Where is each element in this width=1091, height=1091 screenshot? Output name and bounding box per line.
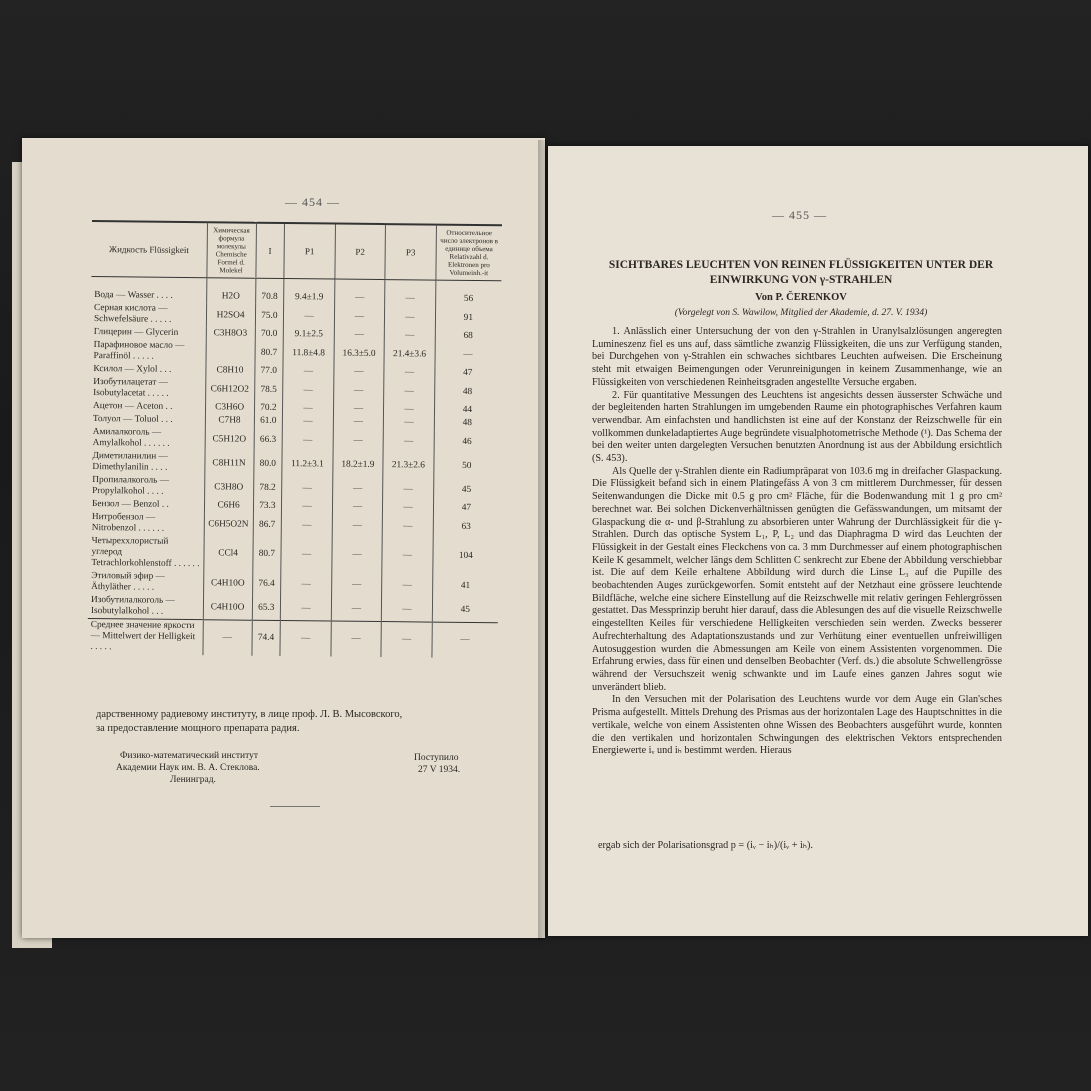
table-cell: Четыреххлористый углерод Tetrachlorkohlenstoff . . . . . .	[91, 536, 200, 570]
table-cell: Ксилол — Xylol . . .	[93, 364, 172, 375]
header-relative-electrons: Относительное число электронов в единице объема Relativzahl d. Elektronen pro Volumeinh.-it	[436, 225, 502, 281]
table-cell: C6H12O2	[205, 377, 254, 402]
acknowledgement-line-2: за предоставление мощного препарата радия.	[96, 723, 300, 734]
left-page-number: — 454 —	[285, 195, 340, 209]
table-cell: —	[384, 379, 435, 404]
table-cell: —	[382, 538, 433, 574]
table-cell: —	[384, 329, 435, 343]
table-cell: 11.8±4.8	[283, 341, 334, 366]
header-liquid: Жидкость Flüssigkeit	[91, 221, 207, 278]
table-cell: C6H6	[204, 499, 253, 513]
title-line-2: EINWIRKUNG VON γ-STRAHLEN	[709, 274, 893, 286]
table-cell: 56	[435, 293, 501, 307]
table-cell: Вода — Wasser . . . .	[94, 290, 173, 301]
table-cell: —	[334, 329, 385, 343]
table-cell: Толуол — Toluol . . .	[92, 414, 173, 425]
table-cell: 91	[435, 306, 501, 331]
table-cell: 78.5	[254, 378, 283, 402]
table-cell: —	[333, 416, 384, 430]
table-cell: 66.3	[254, 428, 283, 452]
table-cell: —	[382, 597, 433, 622]
table-cell: —	[432, 622, 498, 658]
table-cell: C8H11N	[204, 451, 253, 476]
table-cell: —	[282, 476, 333, 501]
table-cell: H2SO4	[206, 303, 255, 328]
table-cell	[91, 276, 206, 290]
table-cell: Амилалкоголь — Amylalkohol . . . . . .	[92, 427, 170, 449]
table-cell: Среднее значение яркости — Mittelwert der Helligkeit . . . . .	[87, 618, 202, 655]
table-cell: C4H10O	[203, 595, 252, 620]
table-cell: —	[384, 366, 435, 380]
table-cell: 21.4±3.6	[384, 342, 435, 367]
table-cell: Парафиновое масло — Paraffinöl . . . . .	[93, 340, 185, 362]
header-p3: P3	[385, 224, 436, 280]
table-cell: 47	[433, 502, 499, 516]
table-cell: 16.3±5.0	[334, 342, 385, 367]
table-cell: Ацетон — Aceton . .	[92, 401, 173, 412]
table-cell: —	[332, 501, 383, 515]
table-cell: —	[281, 596, 332, 621]
table-cell: 80.7	[252, 537, 281, 572]
results-table	[87, 220, 502, 658]
received-label: Поступило	[414, 753, 459, 763]
table-cell: 86.7	[253, 513, 282, 537]
header-formula: Химическая формула молекулы Chemische Formel d. Molekel	[207, 222, 256, 278]
paragraph-3: Als Quelle der γ-Strahlen diente ein Radiumpräparat von 103.6 mg in dreifacher Glaspackung. Die Flüssigkeit befand sich in einem Platingefäss A von 3 cm mittlerem Durchmesser, für dessen Seitenwandungen die Dicke mit 0.5 g pro cm² Fläche, für die Bodenwandung mit 1 g pro cm² berechnet war. Bei solchen Dickenverhältnissen genügten die Gefässwandungen, um mitsamt der Glaspackung die α- und β-Strahlung zu absorbieren unter Wahrung der Durchlässigkeit für die γ-Strahlen. Durch das optische System L₁, P, L₂ und das Diaphragma D wird das Leuchten der Flüssigkeit in der Gestalt eines Fleckchens von ca. 3 mm Durchmesser auf einem photographischen Keile K gesammelt, welcher längs dem Schlitten C senkrecht zur Ebene der Abbildung verschiebbar ist. Die auf dem Keile erhaltene Abbildung wird durch die Linse L₃ auf die Pupille des beobachtenden Auges zurückgeworfen. Somit entsteht auf der Netzhaut eine grössere leuchtende Bildfläche, welche eine sichere Einstellung auf die Reizschwelle mit relativ geringen Fehlergrössen gestattet. Das Messprinzip beruht hier darauf, dass die Ablesungen des auf die visuelle Reizschwelle eingestellten Keiles für verschiedene Helligkeiten verschieden sein werden. Zwecks besserer Aufrechterhaltung des Adaptationszustands und zur Verhütung einer eventuellen unfreiwilligen Autosuggestion wurden die Abmessungen am Keile von einem Assistenten vorgenommen. Die Erfahrung erwies, dass für einen und denselben Beobachter (Verf. ds.) die absolute Schwellengrösse während der Versuchszeit wenig schwankte und im Laufe eines ganzen Jahres sogut wie unverändert blieb.	[592, 465, 1002, 693]
header-intensity: I	[255, 223, 284, 279]
table-cell	[435, 280, 501, 293]
table-cell: 70.0	[255, 328, 284, 341]
table-cell: 78.2	[253, 476, 282, 500]
table-cell: 76.4	[252, 572, 281, 596]
table-cell: —	[334, 305, 385, 330]
table-cell: —	[281, 537, 332, 573]
table-cell: C3H6O	[205, 401, 254, 415]
table-cell: Глицерин — Glycerin	[93, 327, 179, 338]
table-average-row	[87, 618, 497, 658]
table-cell: 44	[434, 404, 500, 418]
table-cell: —	[203, 620, 252, 656]
table-cell: 70.2	[254, 402, 283, 415]
table-cell: 68	[435, 330, 501, 344]
table-cell: 48	[434, 417, 500, 431]
table-cell: —	[333, 403, 384, 417]
header-p2: P2	[335, 224, 386, 280]
table-cell: 77.0	[254, 365, 283, 378]
table-cell: Пропилалкоголь — Propylalkohol . . . .	[92, 475, 170, 497]
institute-line-1: Физико-математический институт	[120, 751, 259, 761]
table-cell: C4H10O	[203, 571, 252, 596]
table-cell: Нитробензол — Nitrobenzol . . . . . .	[91, 512, 165, 534]
table-cell: —	[331, 621, 382, 657]
institute-line-3: Ленинград.	[170, 775, 216, 785]
table-cell: —	[385, 292, 436, 306]
table-cell: 104	[433, 539, 499, 575]
table-cell: —	[383, 477, 434, 502]
polarisation-formula-line: ergab sich der Polarisationsgrad p = (iᵥ − iₕ)/(iᵥ + iₕ).	[598, 840, 813, 851]
table-cell: —	[382, 514, 433, 539]
table-cell: Серная кислота — Schwefelsäure . . . . .	[93, 303, 172, 325]
table-cell: —	[331, 597, 382, 622]
table-cell: 80.7	[255, 341, 284, 365]
table-cell: —	[283, 365, 334, 379]
table-cell: C3H8O3	[206, 327, 255, 341]
table-cell: Этиловый эфир — Äthyläther . . . . .	[91, 571, 165, 593]
table-row	[88, 535, 498, 574]
table-cell: —	[333, 379, 384, 404]
table-cell: 70.8	[255, 291, 284, 304]
table-cell: H2O	[206, 290, 255, 304]
table-cell: —	[383, 429, 434, 454]
received-date: 27 V 1934.	[418, 765, 461, 775]
article-author: Von P. ČERENKOV	[755, 292, 847, 303]
table-cell: 75.0	[255, 304, 284, 328]
table-cell: —	[384, 403, 435, 417]
table-cell: —	[435, 343, 501, 368]
table-cell	[206, 340, 255, 365]
table-cell: —	[282, 428, 333, 453]
title-line-1: SICHTBARES LEUCHTEN VON REINEN FLÜSSIGKEITEN UNTER DER	[608, 259, 994, 271]
table-cell: 65.3	[252, 596, 281, 621]
table-cell: 63	[433, 515, 499, 540]
table-cell: —	[334, 366, 385, 380]
header-p1: P1	[284, 223, 335, 279]
paragraph-2: 2. Für quantitative Messungen des Leuchtens ist angesichts dessen äusserster Schwäche und der begleitenden harten Strahlungen im umgebenden Raume ein photographisches Verfahren kaum verwendbar. Am einfachsten und handlichsten ist eine auf der Konstanz der Reizschwelle für ein vollkommen dunkeladaptiertes Auge begründete visualphotometrische Methode (¹). Das Schema der bei den weiter unten dargelegten Versuchen benutzten Anordnung ist aus der Abbildung ersichtlich (S. 453).	[592, 389, 1002, 465]
right-page-number: — 455 —	[772, 208, 827, 222]
acknowledgement-line-1: дарственному радиевому институту, в лице проф. Л. В. Мысовского,	[96, 709, 403, 720]
article-presented-note: (Vorgelegt von S. Wawilow, Mitglied der Akademie, d. 27. V. 1934)	[674, 308, 928, 318]
table-cell: —	[385, 305, 436, 330]
table-cell: —	[332, 514, 383, 539]
table-cell: 21.3±2.6	[383, 453, 434, 478]
table-cell: —	[281, 572, 332, 597]
table-cell	[334, 279, 385, 292]
table-cell: —	[333, 429, 384, 454]
table-cell	[385, 280, 436, 293]
table-cell: 48	[434, 380, 500, 405]
table-cell: 18.2±1.9	[333, 453, 384, 478]
table-cell: 45	[433, 478, 499, 503]
table-cell	[284, 279, 335, 292]
table-cell: —	[282, 500, 333, 514]
table-cell: C7H8	[205, 414, 254, 428]
table-cell: —	[280, 620, 331, 656]
table-cell: 80.0	[253, 452, 282, 476]
paragraph-4: In den Versuchen mit der Polarisation des Leuchtens wurde vor dem Auge ein Glan'sches Prisma aufgestellt. Mittels Drehung des Prismas aus der horizontalen Lage des Hauptschnittes in die vertikale, welche von einem Assistenten ohne Wissen des Beobachters ausgeführt wurde, konnten die den vertikalen und horizontalen Schwingungen des elektrischen Vektors entsprechenden Energiewerte iᵥ und iₕ bestimmt werden. Hieraus	[592, 694, 1002, 757]
paragraph-1: 1. Anlässlich einer Untersuchung der von den γ-Strahlen in Uranylsalzlösungen angeregten Lumineszenz fiel es uns auf, dass sämtliche zwanzig Flüssigkeiten, die uns zur Verfügung standen, bei Durchgehen von γ-Strahlen ein schwaches sichtbares Leuchten aufweisen. Die Erscheinung steht mit etwaigen Beimengungen oder Verunreinigungen in keinem Zusammenhange, wie an Flüssigkeiten von verschiedenen Reinheitsgraden angestellte Versuche ergaben.	[592, 326, 1002, 388]
table-cell: —	[381, 622, 432, 658]
table-cell: —	[331, 573, 382, 598]
table-cell: Изобутилацетат — Isobutylacetat . . . . .	[93, 377, 169, 399]
table-cell: 73.3	[253, 500, 282, 513]
table-cell: —	[384, 416, 435, 430]
table-cell: CCl4	[203, 536, 252, 572]
table-cell	[255, 278, 284, 291]
table-cell: 11.2±3.1	[282, 452, 333, 477]
table-cell: —	[382, 573, 433, 598]
table-cell: 74.4	[251, 620, 280, 656]
table-cell: 61.0	[254, 415, 283, 428]
table-cell: 9.1±2.5	[284, 328, 335, 342]
table-cell: 45	[432, 598, 498, 623]
table-cell: 50	[434, 454, 500, 479]
article-title	[590, 258, 1012, 288]
table-cell: 47	[435, 367, 501, 381]
table-cell: —	[281, 513, 332, 538]
footer-rule	[270, 806, 320, 807]
table-cell: C8H10	[205, 364, 254, 378]
table-cell: —	[383, 501, 434, 515]
article-body	[592, 326, 1002, 758]
table-cell	[206, 278, 255, 291]
table-cell: Изобутилалкоголь — Isobutylalkohol . . .	[90, 595, 175, 617]
table-cell: 9.4±1.9	[284, 291, 335, 305]
book-gutter	[538, 140, 554, 940]
institute-line-2: Академии Наук им. В. А. Стеклова.	[116, 763, 260, 773]
table-cell: —	[332, 477, 383, 502]
table-cell: Бензол — Benzol . .	[91, 499, 169, 510]
table-cell: —	[284, 304, 335, 329]
table-header-row	[91, 221, 502, 281]
table-cell: C6H5O2N	[204, 512, 253, 537]
table-cell: —	[334, 292, 385, 306]
table-cell: 41	[432, 574, 498, 599]
table-cell: —	[283, 402, 334, 416]
table-cell: C3H8O	[204, 475, 253, 500]
table-cell: —	[283, 378, 334, 403]
table-cell: 46	[434, 430, 500, 455]
table-cell: —	[283, 415, 334, 429]
table-cell: C5H12O	[205, 427, 254, 452]
table-cell: Диметиланилин — Dimethylanilin . . . .	[92, 451, 168, 473]
table-cell: —	[332, 538, 383, 574]
